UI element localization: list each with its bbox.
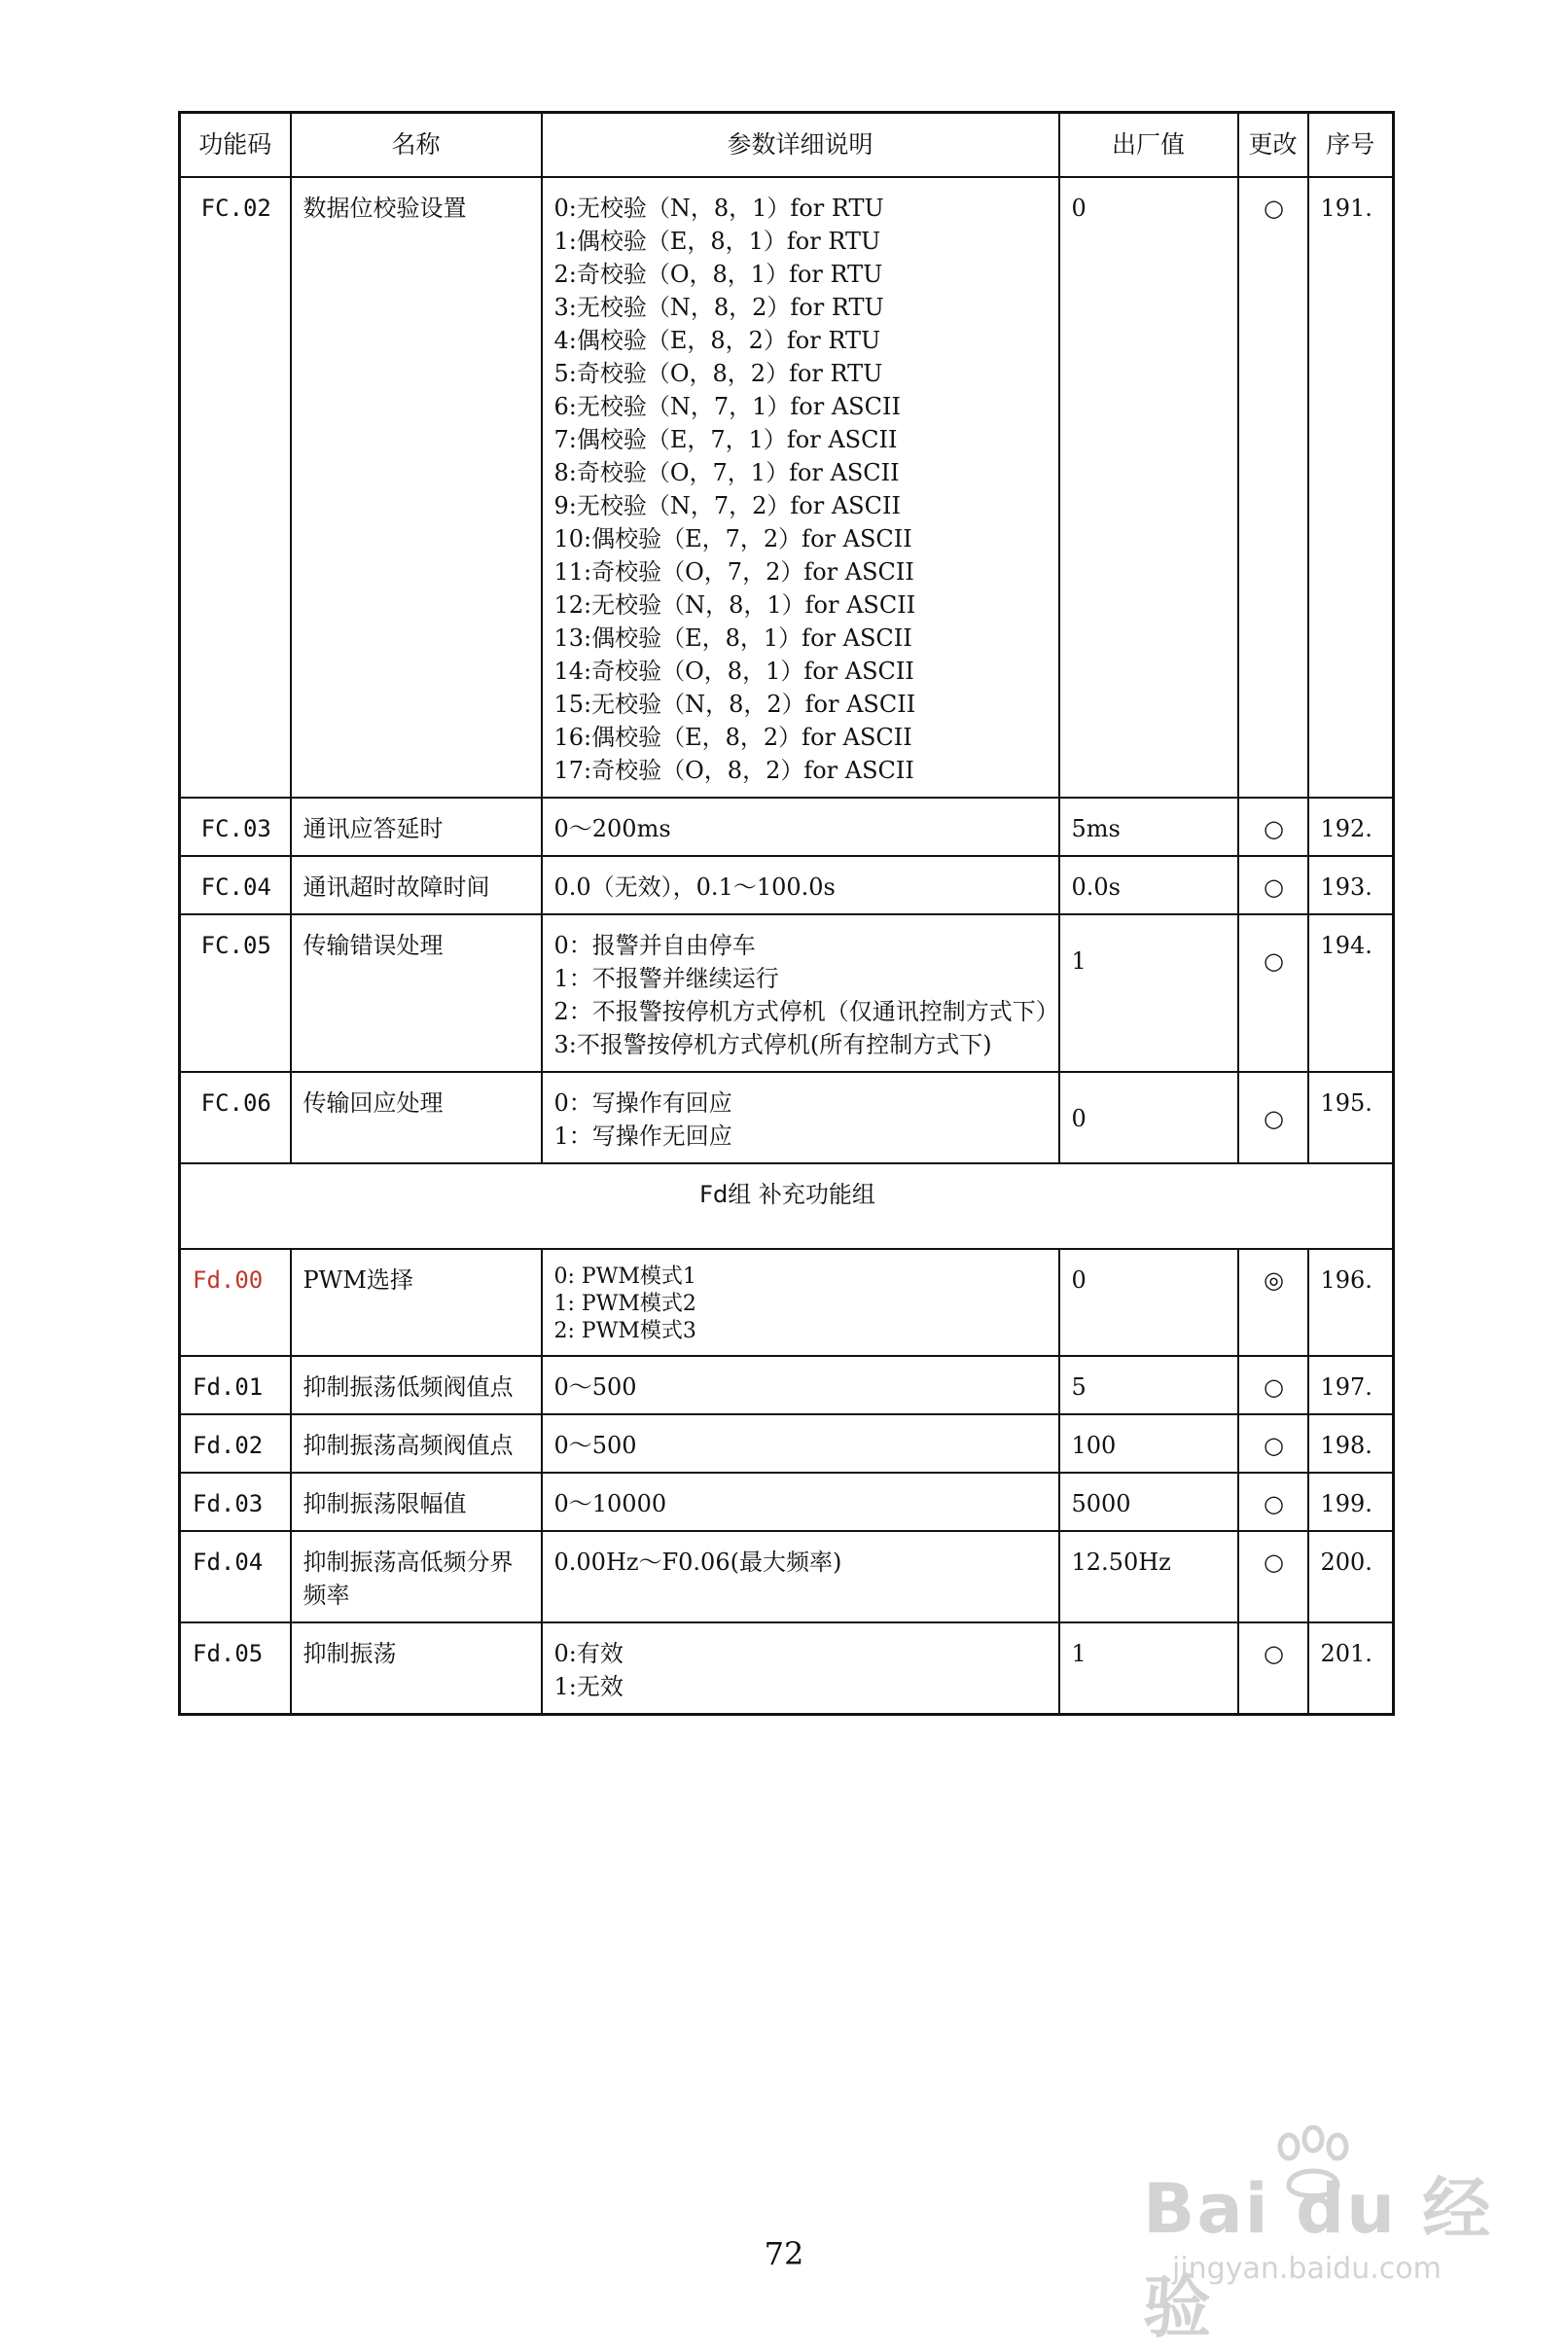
parameter-table	[178, 111, 1395, 1716]
param-change: ○	[1238, 177, 1308, 798]
table-row	[180, 1072, 1394, 1163]
param-seq: 197.	[1308, 1356, 1394, 1414]
param-name: 抑制振荡高低频分界频率	[291, 1531, 542, 1622]
page-number: 72	[764, 2235, 804, 2272]
param-name: 通讯应答延时	[291, 798, 542, 856]
detail-line: 0～500	[553, 1373, 637, 1401]
param-change: ◎	[1238, 1249, 1308, 1356]
detail-line: 0：报警并自由停车	[553, 932, 756, 959]
param-code: Fd.03	[180, 1473, 291, 1531]
detail-line: 8:奇校验（O，7，1）for ASCII	[553, 459, 900, 486]
param-name: 传输回应处理	[291, 1072, 542, 1163]
param-code: Fd.00	[180, 1249, 291, 1356]
detail-line: 0：写操作有回应	[553, 1089, 732, 1117]
detail-line: 17:奇校验（O，8，2）for ASCII	[553, 757, 914, 784]
detail-line: 2：不报警按停机方式停机（仅通讯控制方式下）	[553, 998, 1059, 1025]
param-code: Fd.04	[180, 1531, 291, 1622]
param-default: 0	[1059, 1249, 1238, 1356]
detail-line: 2: PWM模式3	[553, 1319, 696, 1343]
param-code: FC.03	[180, 798, 291, 856]
param-seq: 194.	[1308, 914, 1394, 1072]
param-detail	[542, 856, 1059, 914]
detail-line: 0.0（无效），0.1～100.0s	[553, 873, 836, 901]
param-detail	[542, 1356, 1059, 1414]
table-row	[180, 177, 1394, 798]
param-detail	[542, 1249, 1059, 1356]
detail-line: 3:无校验（N，8，2）for RTU	[553, 294, 884, 321]
table-header-row	[180, 113, 1394, 178]
param-detail	[542, 914, 1059, 1072]
detail-line: 0: PWM模式1	[553, 1265, 696, 1289]
group-title-row	[180, 1163, 1394, 1249]
param-default: 5ms	[1059, 798, 1238, 856]
table-row	[180, 1249, 1394, 1356]
param-code: Fd.02	[180, 1414, 291, 1473]
param-name: PWM选择	[291, 1249, 542, 1356]
header-change: 更改	[1238, 113, 1308, 178]
param-change: ○	[1238, 1473, 1308, 1531]
param-default: 5	[1059, 1356, 1238, 1414]
param-name: 抑制振荡高频阀值点	[291, 1414, 542, 1473]
header-default: 出厂值	[1059, 113, 1238, 178]
param-code: Fd.05	[180, 1622, 291, 1715]
param-change: ○	[1238, 1072, 1308, 1163]
detail-line: 1:无效	[553, 1673, 624, 1700]
table-row	[180, 1622, 1394, 1715]
param-change: ○	[1238, 1531, 1308, 1622]
param-detail	[542, 1473, 1059, 1531]
param-detail	[542, 1072, 1059, 1163]
header-name: 名称	[291, 113, 542, 178]
table-row	[180, 1414, 1394, 1473]
param-change: ○	[1238, 856, 1308, 914]
param-name: 抑制振荡	[291, 1622, 542, 1715]
param-default: 1	[1059, 1622, 1238, 1715]
detail-line: 1：写操作无回应	[553, 1122, 732, 1150]
param-seq: 199.	[1308, 1473, 1394, 1531]
watermark-url: jingyan.baidu.com	[1172, 2252, 1442, 2286]
param-detail	[542, 1414, 1059, 1473]
detail-line: 1: PWM模式2	[553, 1292, 696, 1316]
param-name: 传输错误处理	[291, 914, 542, 1072]
param-change: ○	[1238, 1414, 1308, 1473]
param-default: 12.50Hz	[1059, 1531, 1238, 1622]
param-code: FC.05	[180, 914, 291, 1072]
param-change: ○	[1238, 1356, 1308, 1414]
param-name: 抑制振荡低频阀值点	[291, 1356, 542, 1414]
param-default: 0.0s	[1059, 856, 1238, 914]
group-title: Fd组 补充功能组	[180, 1163, 1394, 1249]
detail-line: 5:奇校验（O，8，2）for RTU	[553, 360, 883, 387]
detail-line: 0～500	[553, 1432, 637, 1459]
detail-line: 0.00Hz～F0.06(最大频率)	[553, 1549, 842, 1576]
param-name: 抑制振荡限幅值	[291, 1473, 542, 1531]
param-change: ○	[1238, 1622, 1308, 1715]
param-detail	[542, 1531, 1059, 1622]
param-seq: 196.	[1308, 1249, 1394, 1356]
detail-line: 13:偶校验（E，8，1）for ASCII	[553, 624, 912, 652]
param-code: FC.02	[180, 177, 291, 798]
param-code: FC.04	[180, 856, 291, 914]
table-row	[180, 798, 1394, 856]
param-seq: 200.	[1308, 1531, 1394, 1622]
detail-line: 14:奇校验（O，8，1）for ASCII	[553, 658, 914, 685]
param-seq: 201.	[1308, 1622, 1394, 1715]
detail-line: 0:无校验（N，8，1）for RTU	[553, 195, 884, 222]
detail-line: 0～10000	[553, 1490, 667, 1517]
param-seq: 191.	[1308, 177, 1394, 798]
detail-line: 0～200ms	[553, 815, 671, 842]
param-change: ○	[1238, 798, 1308, 856]
param-change: ○	[1238, 914, 1308, 1072]
detail-line: 1：不报警并继续运行	[553, 965, 779, 992]
detail-line: 1:偶校验（E，8，1）for RTU	[553, 228, 881, 255]
param-seq: 198.	[1308, 1414, 1394, 1473]
param-code: Fd.01	[180, 1356, 291, 1414]
param-default: 5000	[1059, 1473, 1238, 1531]
detail-line: 16:偶校验（E，8，2）for ASCII	[553, 724, 912, 751]
param-default: 0	[1059, 1072, 1238, 1163]
detail-line: 15:无校验（N，8，2）for ASCII	[553, 691, 916, 718]
param-code: FC.06	[180, 1072, 291, 1163]
header-seq: 序号	[1308, 113, 1394, 178]
detail-line: 6:无校验（N，7，1）for ASCII	[553, 393, 901, 420]
param-seq: 195.	[1308, 1072, 1394, 1163]
detail-line: 12:无校验（N，8，1）for ASCII	[553, 591, 916, 619]
param-name: 通讯超时故障时间	[291, 856, 542, 914]
watermark-logo: Bai du 经验	[1143, 2169, 1493, 2347]
table-row	[180, 856, 1394, 914]
param-detail	[542, 1622, 1059, 1715]
header-code: 功能码	[180, 113, 291, 178]
detail-line: 2:奇校验（O，8，1）for RTU	[553, 261, 883, 288]
detail-line: 0:有效	[553, 1640, 624, 1667]
detail-line: 7:偶校验（E，7，1）for ASCII	[553, 426, 898, 453]
detail-line: 3:不报警按停机方式停机(所有控制方式下)	[553, 1031, 992, 1058]
table-row	[180, 1356, 1394, 1414]
param-seq: 193.	[1308, 856, 1394, 914]
param-default: 100	[1059, 1414, 1238, 1473]
param-detail	[542, 798, 1059, 856]
detail-line: 4:偶校验（E，8，2）for RTU	[553, 327, 881, 354]
detail-line: 10:偶校验（E，7，2）for ASCII	[553, 525, 912, 552]
table-row	[180, 914, 1394, 1072]
table-row	[180, 1473, 1394, 1531]
header-detail: 参数详细说明	[542, 113, 1059, 178]
param-seq: 192.	[1308, 798, 1394, 856]
param-name: 数据位校验设置	[291, 177, 542, 798]
detail-line: 11:奇校验（O，7，2）for ASCII	[553, 558, 914, 586]
table-row	[180, 1531, 1394, 1622]
param-detail	[542, 177, 1059, 798]
param-default: 0	[1059, 177, 1238, 798]
detail-line: 9:无校验（N，7，2）for ASCII	[553, 492, 901, 519]
param-default: 1	[1059, 914, 1238, 1072]
baidu-jingyan-watermark	[1143, 2125, 1503, 2347]
